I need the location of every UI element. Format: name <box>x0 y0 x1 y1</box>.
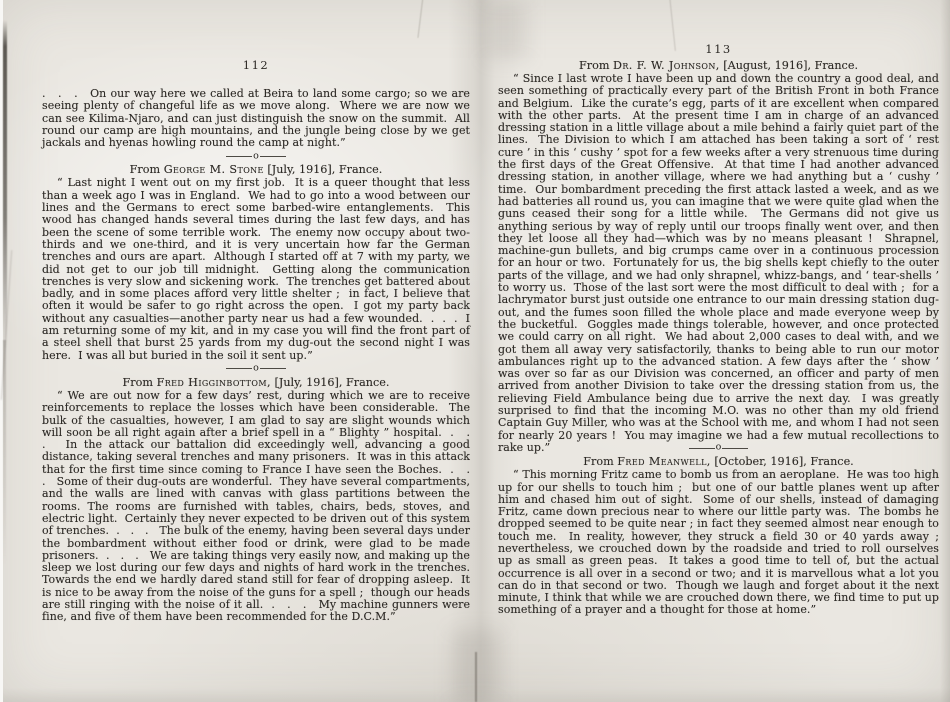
section-divider <box>42 363 470 375</box>
heading-from-label: From <box>583 455 618 469</box>
book-edge-shadow <box>3 20 7 350</box>
gutter-crease-line <box>475 652 477 702</box>
book-edge-shadow-lower <box>3 340 6 590</box>
divider-line <box>226 368 252 369</box>
divider-line <box>689 448 715 449</box>
intro-paragraph: . . . On our way here we called at Beira to land some cargo; so we are seeing plenty of changeful life as we move along. Where we are now we can see Kilima-Njaro, and can just distinguish the snow on the summit. All round our camp are high mountains, and the jungle being close by we get jackals and hyenas howling round the camp at night.” <box>42 87 474 150</box>
divider-ornament: o <box>715 441 722 453</box>
divider-line <box>260 156 286 157</box>
letter-author-name: Fred Higginbottom, <box>156 375 271 389</box>
page-number: 112 <box>242 58 270 72</box>
letter-heading-meanwell <box>498 455 939 468</box>
paper-crease <box>417 0 423 38</box>
letter-heading-higginbottom <box>42 376 470 389</box>
section-divider <box>498 442 939 454</box>
letter-body-johnson: “ Since I last wrote I have been up and down the country a good deal, and seen something of practically every part of the British Front in both France and Belgium. Like the curate’s egg, parts of it are excellent when compared with the other parts. At the present time I am in charge of an advanced dressing station in a little village about a mile behind a fairly quiet part of the lines. The Division to which I am attached has been taking a sort of ‘ rest cure ’ in this ‘ cushy ’ spot for a few weeks after a very strenuous time during the first days of the Great Offensive. At that time I had another advanced dressing station, in another village, where we had anything but a ‘ cushy ’ time. Our bombardment preceding the first attack lasted a week, and as we had batteries all round us, you can imagine that we were quite glad when the guns ceased their song for a little while. The Germans did not give us anything serious by way of reply until our troops finally went over, and then they let loose all they had—which was by no means pleasant ! Shrapnel, machine-gun bullets, and big crumps came over in a continuous procession for an hour or two. Fortunately for us, the big shells kept chiefly to the outer parts of the village, and we had only shrapnel, whizz-bangs, and ‘ tear-shells ’ to worry us. Those of the last sort were the most difficult to deal with ; for a lachrymator burst just outside one entrance to our main dressing station dug-out, and the fumes soon filled the whole place and made everyone weep by the bucketful. Goggles made things tolerable, however, and once protected we could carry on all right. We had about 2,000 cases to deal with, and we got them all away very satisfactorily, thanks to being able to run our motor ambulances right up to the advanced station. A few days after the ‘ show ’ was over so far as our Division was concerned, an officer and party of men arrived from another Division to take over the dressing station from us, the relieving Field Ambulance being due to arrive the next day. I was greatly surprised to find that the incoming M.O. was no other than my old friend Captain Guy Miller, who was at the School with me, and whom I had not seen for nearly 20 years ! You may imagine we had a few mutual recollections to rake up.” <box>498 72 943 454</box>
divider-line <box>260 368 286 369</box>
letter-author-name: Fred Meanwell, <box>617 455 711 469</box>
heading-date-place: [October, 1916], France. <box>710 455 854 469</box>
section-divider <box>42 150 470 162</box>
right-page <box>498 42 947 617</box>
page-number: 113 <box>705 42 732 56</box>
letter-body-stone: “ Last night I went out on my first job. It is a queer thought that less than a week ago I was in England. We had to go into a wood between our lines and the Germans to erect some barbed-wire entanglements. This wood has changed hands several times during the last few days, and has been the scene of some terrible work. The enemy now occupy about two-thirds and we one-third, and it is very uncertain how far the German trenches and ours are apart. Although I started off at 7 with my party, we did not get to our job till midnight. Getting along the communication trenches is very slow and sickening work. The trenches get battered about badly, and in some places afford very little shelter ; in fact, I believe that often it would be safer to go right across the open. I got my party back without any casualties—another party near us had a few wounded. . . . I am returning some of my kit, and in my case you will find the front part of a steel shell that burst 25 yards from my dug-out the second night I was here. I was all but buried in the soil it sent up.” <box>42 176 474 362</box>
heading-from-label: From <box>578 59 613 72</box>
divider-line <box>722 448 748 449</box>
heading-date-place: [August, 1916], France. <box>719 59 859 72</box>
letter-author-name: Dr. F. W. Johnson, <box>612 59 720 72</box>
letter-body-meanwell: “ This morning Fritz came to bomb us from an aeroplane. He was too high up for our shells to touch him ; but one of our battle planes went up after him and chased him out of sight. Some of our shells, instead of damaging Fritz, came down precious near to where our little party was. The bombs he dropped seemed to be quite near ; in fact they seemed almost near enough to touch me. In reality, however, they struck a field 30 or 40 yards away ; nevertheless, we crouched down by the roadside and tried to roll ourselves up as small as green peas. It takes a good time to tell of, but the actual occurrence is all over in a second or two; and it is marvellous what a lot you can do in that second or two. Though we laugh and forget about it the next minute, I think that while we are crouched down there, we find time to put up something of a prayer and a thought for those at home.” <box>498 468 947 617</box>
heading-date-place: [July, 1916], France. <box>263 163 383 177</box>
heading-from-label: From <box>122 375 157 389</box>
heading-date-place: [July, 1916], France. <box>270 375 390 389</box>
left-page <box>42 58 481 624</box>
heading-from-label: From <box>129 163 164 177</box>
divider-ornament: o <box>253 150 259 162</box>
letter-author-name: George M. Stone <box>163 163 264 177</box>
divider-line <box>226 156 252 157</box>
letter-heading-johnson <box>498 59 939 72</box>
letter-body-higginbottom: “ We are out now for a few days’ rest, during which we are to receive reinforcements to replace the losses which have been considerable. The bulk of the casualties, however, I am glad to say are slight wounds which will soon be all right again after a brief spell in a “ Blighty ” hospital. . . . In the attack our battalion did exceedingly well, advancing a good distance, taking several trenches and many prisoners. It was in this attack that for the first time since coming to France I have seen the Boches. . . . Some of their dug-outs are wonderful. They have several compartments, and the walls are lined with canvas with glass partitions between the rooms. The rooms are furnished with tables, chairs, beds, stoves, and electric light. Certainly they never expected to be driven out of this system of trenches. . . . The bulk of the enemy, having been several days under the bombardment without either food or drink, were glad to be made prisoners. . . . We are taking things very easily now, and making up the sleep we lost during our few days and nights of hard work in the trenches. Towards the end we hardly dared stand still for fear of dropping asleep. It is nice to be away from the noise of the guns for a spell ; though our heads are still ringing with the noise of it all. . . . My machine gunners were fine, and five of them have been recommended for the D.C.M.” <box>42 388 481 624</box>
divider-ornament: o <box>253 362 259 374</box>
letter-heading-stone <box>42 163 470 176</box>
